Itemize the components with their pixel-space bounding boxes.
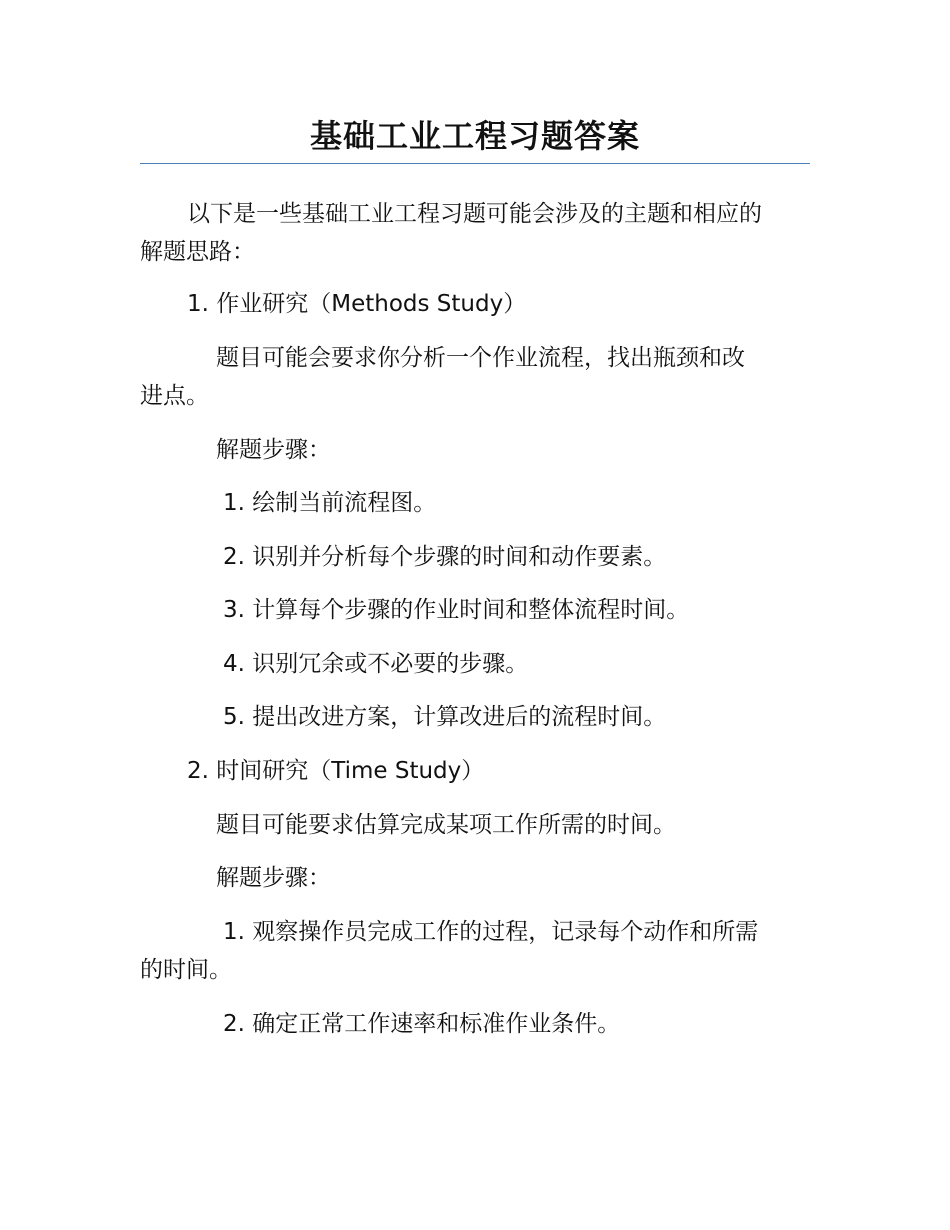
section-2-steps-label (140, 859, 810, 897)
section-1-step-text: 5. 提出改进方案，计算改进后的流程时间。 (223, 704, 667, 730)
section-1-heading (140, 285, 810, 323)
section-1-step (140, 645, 810, 683)
section-1-steps-label-text: 解题步骤： (216, 437, 331, 463)
document-title: 基础工业工程习题答案 (309, 117, 640, 155)
section-1-step (140, 484, 810, 522)
section-1-description-line-2: 进点。 (140, 383, 209, 409)
intro-text-1: 以下是一些基础工业工程习题可能会涉及的主题和相应的 (187, 201, 762, 227)
section-1-step (140, 538, 810, 576)
section-1-heading-text: 1. 作业研究（Methods Study） (187, 291, 527, 317)
section-1-description-text: 题目可能会要求你分析一个作业流程，找出瓶颈和改 (216, 345, 745, 371)
section-1-step-text: 4. 识别冗余或不必要的步骤。 (223, 651, 529, 677)
section-2-heading-text: 2. 时间研究（Time Study） (187, 758, 485, 784)
section-1-step-text: 1. 绘制当前流程图。 (223, 490, 437, 516)
section-1-step (140, 698, 810, 736)
section-2-description (140, 806, 810, 844)
section-2-heading (140, 752, 810, 790)
section-2-step-2 (140, 1005, 810, 1043)
section-1-description-line-1 (140, 339, 810, 377)
section-2-step-1-line-1 (140, 913, 810, 951)
intro-paragraph-line-2: 解题思路： (140, 239, 255, 265)
section-1-steps-label (140, 431, 810, 469)
section-1-step (140, 591, 810, 629)
intro-paragraph-line-1 (140, 195, 810, 233)
section-2-step-1-line-2: 的时间。 (140, 957, 232, 983)
section-2-description-text: 题目可能要求估算完成某项工作所需的时间。 (216, 812, 676, 838)
section-2-step-text: 2. 确定正常工作速率和标准作业条件。 (223, 1011, 621, 1037)
section-2-step-text: 1. 观察操作员完成工作的过程，记录每个动作和所需 (223, 919, 759, 945)
section-1-step-text: 2. 识别并分析每个步骤的时间和动作要素。 (223, 544, 667, 570)
section-2-steps-label-text: 解题步骤： (216, 865, 331, 891)
section-1-step-text: 3. 计算每个步骤的作业时间和整体流程时间。 (223, 597, 690, 623)
title-underline (140, 163, 810, 164)
